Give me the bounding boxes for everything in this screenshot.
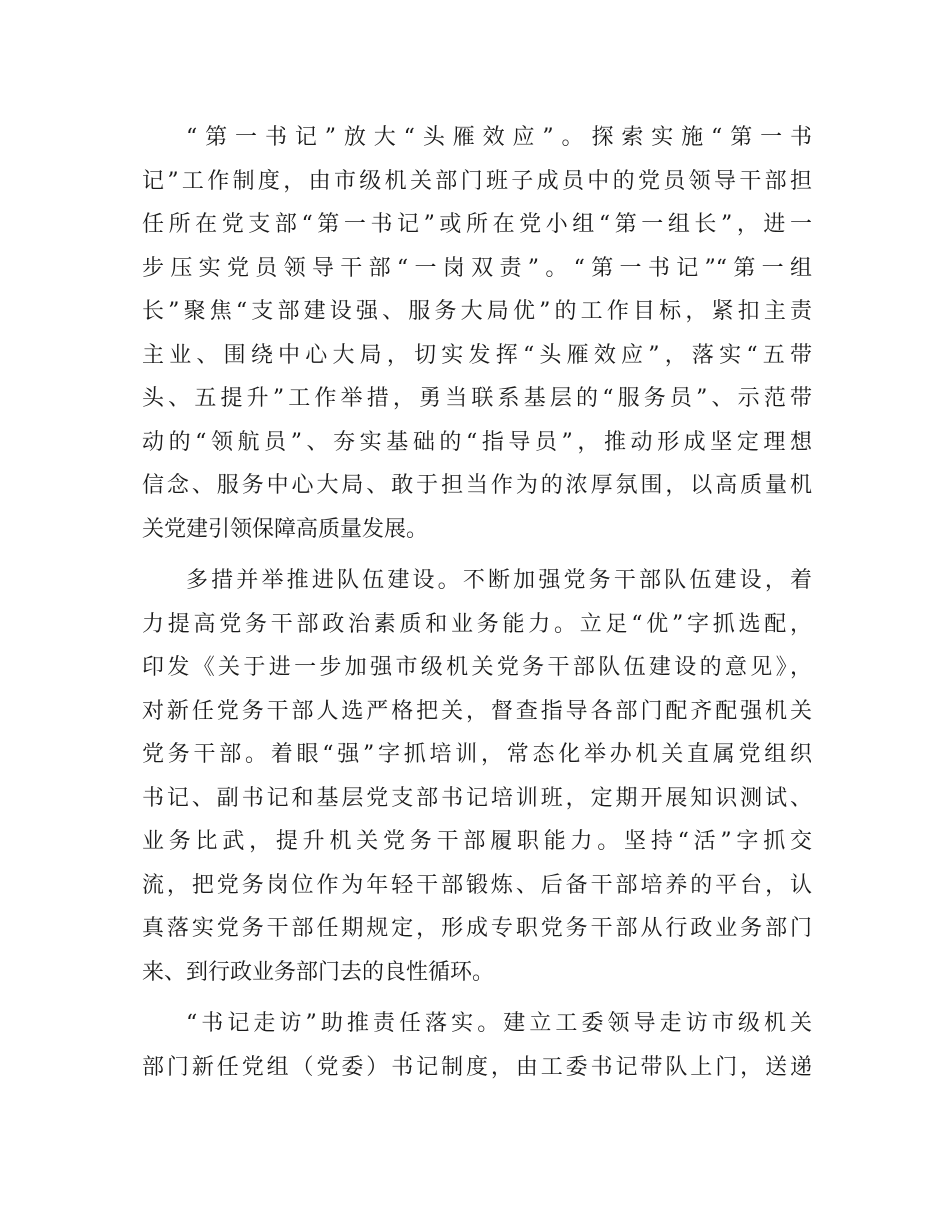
paragraph-team-building	[142, 559, 812, 994]
text-line: 头、五提升”工作举措，勇当联系基层的“服务员”、示范带	[142, 386, 812, 411]
paragraph-first-secretary	[142, 116, 812, 551]
text-line: 多措并举推进队伍建设。不断加强党务干部队伍建设，着	[186, 568, 812, 593]
text-line: 任所在党支部“第一书记”或所在党小组“第一组长”，进一	[142, 212, 812, 237]
text-line: 流，把党务岗位作为年轻干部锻炼、后备干部培养的平台，认	[142, 872, 812, 898]
text-line: 书记、副书记和基层党支部书记培训班，定期开展知识测试、	[142, 785, 812, 811]
text-line: 主业、围绕中心大局，切实发挥“头雁效应”，落实“五带	[142, 342, 812, 368]
text-line: 印发《关于进一步加强市级机关党务干部队伍建设的意见》，	[142, 655, 812, 680]
text-line: 党务干部。着眼“强”字抓培训，常态化举办机关直属党组织	[142, 742, 812, 767]
text-line: 动的“领航员”、夯实基础的“指导员”，推动形成坚定理想	[142, 429, 812, 455]
text-line: 长”聚焦“支部建设强、服务大局优”的工作目标，紧扣主责	[142, 299, 812, 324]
text-line: 步压实党员领导干部“一岗双责”。“第一书记”“第一组	[142, 255, 812, 281]
text-line: 力提高党务干部政治素质和业务能力。立足“优”字抓选配，	[142, 611, 812, 637]
text-line: 来、到行政业务部门去的良性循环。	[142, 959, 495, 985]
text-line: 记”工作制度，由市级机关部门班子成员中的党员领导干部担	[142, 168, 812, 194]
text-line: 业务比武，提升机关党务干部履职能力。坚持“活”字抓交	[142, 829, 812, 854]
text-line: 对新任党务干部人选严格把关，督查指导各部门配齐配强机关	[142, 698, 812, 724]
text-line: 部门新任党组（党委）书记制度，由工委书记带队上门，送递	[142, 1054, 812, 1080]
text-line: “第一书记”放大“头雁效应”。探索实施“第一书	[186, 125, 812, 150]
text-line: 关党建引领保障高质量发展。	[142, 516, 429, 542]
text-line: 信念、服务中心大局、敢于担当作为的浓厚氛围，以高质量机	[142, 473, 812, 498]
document-page	[142, 116, 812, 1097]
text-line: “书记走访”助推责任落实。建立工委领导走访市级机关	[186, 1011, 812, 1036]
paragraph-secretary-visits	[142, 1002, 812, 1089]
text-line: 真落实党务干部任期规定，形成专职党务干部从行政业务部门	[142, 916, 812, 941]
